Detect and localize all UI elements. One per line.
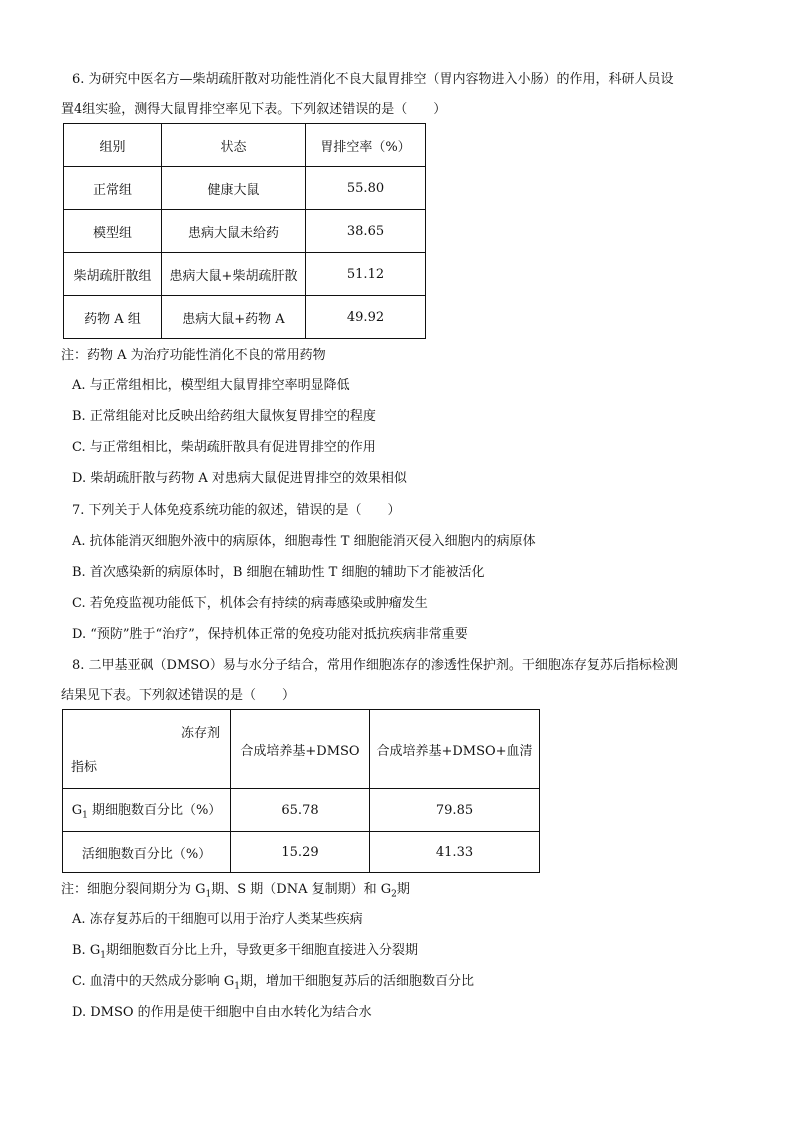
- q8-option-d: D. DMSO 的作用是使干细胞中自由水转化为结合水: [72, 1005, 372, 1020]
- option-text: 期细胞数百分比上升，导致更多干细胞直接进入分裂期: [105, 943, 418, 958]
- table-row: [64, 210, 426, 253]
- table-cell: 正常组: [64, 167, 162, 210]
- q6-note: 注：药物 A 为治疗功能性消化不良的常用药物: [61, 348, 326, 363]
- q6-stem-line1: 6. 为研究中医名方—柴胡疏肝散对功能性消化不良大鼠胃排空（胃内容物进入小肠）的作用，科研人员设: [72, 72, 674, 87]
- q8-option-b: [72, 939, 418, 961]
- note-subscript: 2: [391, 889, 397, 900]
- diagonal-header-cell: [63, 710, 231, 789]
- table-cell: 79.85: [370, 789, 540, 832]
- header-cell: 合成培养基+DMSO+血清: [370, 710, 540, 789]
- table-row: [64, 296, 426, 339]
- table-cell: 38.65: [306, 210, 426, 253]
- g1-subscript: 1: [82, 810, 88, 821]
- note-text: 期: [396, 882, 410, 897]
- header-cell: 合成培养基+DMSO: [231, 710, 370, 789]
- g1-letter: G: [71, 803, 83, 819]
- q6-option-c: C. 与正常组相比，柴胡疏肝散具有促进胃排空的作用: [72, 440, 376, 455]
- q8-option-c: [72, 970, 474, 992]
- q6-stem-line2: 置4组实验，测得大鼠胃排空率见下表。下列叙述错误的是（ ）: [61, 102, 447, 117]
- table-cell: 49.92: [306, 296, 426, 339]
- q8-note: [61, 878, 410, 900]
- table-cell: 患病大鼠未给药: [162, 210, 306, 253]
- table-row: [63, 832, 540, 873]
- option-text: 期，增加干细胞复苏后的活细胞数百分比: [240, 974, 475, 989]
- q7-option-c: C. 若免疫监视功能低下，机体会有持续的病毒感染或肿瘤发生: [72, 596, 428, 611]
- row-label-text: 期细胞数百分比（%）: [87, 803, 222, 819]
- note-subscript: 1: [205, 889, 212, 900]
- table-header-row: [63, 710, 540, 789]
- table-cell: 51.12: [306, 253, 426, 296]
- table-cell: 65.78: [231, 789, 370, 832]
- q6-option-b: B. 正常组能对比反映出给药组大鼠恢复胃排空的程度: [72, 409, 376, 424]
- table-cell: 模型组: [64, 210, 162, 253]
- table-row: [64, 253, 426, 296]
- header-cell: 状态: [162, 124, 306, 167]
- option-text: C. 血清中的天然成分影响 G: [72, 974, 235, 989]
- header-cell: 胃排空率（%）: [306, 124, 426, 167]
- q8-option-a: A. 冻存复苏后的干细胞可以用于治疗人类某些疾病: [72, 912, 363, 927]
- table-cell: 患病大鼠+柴胡疏肝散: [162, 253, 306, 296]
- q7-stem: 7. 下列关于人体免疫系统功能的叙述，错误的是（ ）: [72, 503, 401, 518]
- table-cell: 患病大鼠+药物 A: [162, 296, 306, 339]
- option-subscript: 1: [234, 981, 240, 992]
- table-cell: 41.33: [370, 832, 540, 873]
- q8-stem-line2: 结果见下表。下列叙述错误的是（ ）: [61, 688, 296, 703]
- table-header-row: [64, 124, 426, 167]
- option-text: B. G: [72, 943, 101, 958]
- q6-option-d: D. 柴胡疏肝散与药物 A 对患病大鼠促进胃排空的效果相似: [72, 471, 407, 486]
- q7-option-a: A. 抗体能消灭细胞外液中的病原体，细胞毒性 T 细胞能消灭侵入细胞内的病原体: [72, 534, 536, 549]
- q7-option-b: B. 首次感染新的病原体时，B 细胞在辅助性 T 细胞的辅助下才能被活化: [72, 565, 485, 580]
- table-cell: 药物 A 组: [64, 296, 162, 339]
- corner-top-label: 冻存剂: [180, 726, 220, 741]
- corner-bottom-label: 指标: [71, 760, 98, 775]
- table-cell: 55.80: [306, 167, 426, 210]
- table-cell: 15.29: [231, 832, 370, 873]
- note-text: 期、S 期（DNA 复制期）和 G: [211, 882, 392, 897]
- q7-option-d: D. “预防”胜于“治疗”，保持机体正常的免疫功能对抵抗疾病非常重要: [72, 627, 468, 642]
- table-cell: 柴胡疏肝散组: [64, 253, 162, 296]
- row-label: [63, 789, 231, 832]
- note-text: 注：细胞分裂间期分为 G: [61, 882, 206, 897]
- row-label: 活细胞数百分比（%）: [63, 832, 231, 873]
- q6-option-a: A. 与正常组相比，模型组大鼠胃排空率明显降低: [72, 378, 350, 393]
- q6-table: [63, 123, 426, 339]
- header-cell: 组别: [64, 124, 162, 167]
- table-row: [63, 789, 540, 832]
- table-cell: 健康大鼠: [162, 167, 306, 210]
- q8-stem-line1: 8. 二甲基亚砜（DMSO）易与水分子结合，常用作细胞冻存的渗透性保护剂。干细胞冻存复苏后指标检测: [72, 658, 678, 673]
- q8-table: [62, 709, 540, 873]
- option-subscript: 1: [100, 950, 106, 961]
- table-row: [64, 167, 426, 210]
